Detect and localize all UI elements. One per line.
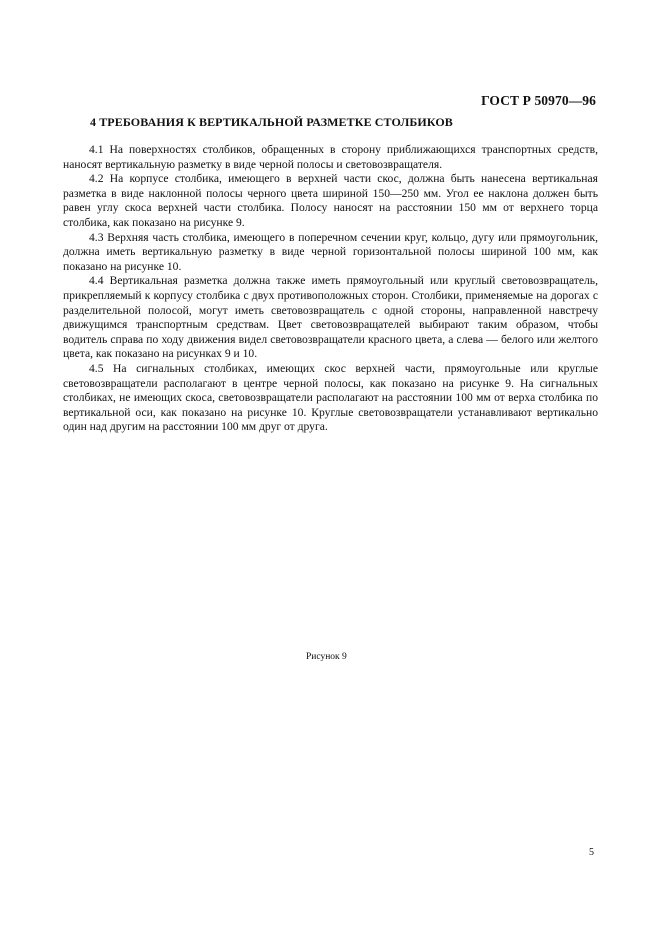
section-title: 4 ТРЕБОВАНИЯ К ВЕРТИКАЛЬНОЙ РАЗМЕТКЕ СТОЛБИКОВ xyxy=(90,115,453,129)
section-body xyxy=(63,143,598,435)
paragraph-4-4: 4.4 Вертикальная разметка должна также иметь прямоугольный или круглый световозвращатель, прикрепляемый к корпусу столбика с двух противоположных сторон. Столбики, применяемые на дорогах с разделительной полосой, могут иметь световозвращатель с одной стороны, направленной навстречу движущимся транспортным средствам. Цвет световозвращателей выбирают таким образом, чтобы водитель справа по ходу движения видел световозвращатели красного цвета, а слева — белого или желтого цвета, как показано на рисунках 9 и 10. xyxy=(63,274,598,361)
paragraph-4-1: 4.1 На поверхностях столбиков, обращенных в сторону приближающихся транспортных средств, наносят вертикальную разметку в виде черной полосы и световозвращателя. xyxy=(63,143,598,171)
paragraph-4-2: 4.2 На корпусе столбика, имеющего в верхней части скос, должна быть нанесена вертикальная разметка в виде наклонной полосы черного цвета шириной 150—250 мм. Угол ее наклона должен быть равен углу скоса верхней части столбика. Полосу наносят на расстоянии 150 мм от верхнего торца столбика, как показано на рисунке 9. xyxy=(63,172,598,229)
figure-caption: Рисунок 9 xyxy=(306,652,347,662)
paragraph-4-5: 4.5 На сигнальных столбиках, имеющих скос верхней части, прямоугольные или круглые световозвращатели располагают в центре черной полосы, как показано на рисунке 9. На сигнальных столбиках, не имеющих скоса, световозвращатели располагают на расстоянии 100 мм от верха столбика по вертикальной оси, как показано на рисунке 10. Круглые световозвращатели устанавливают вертикально один над другим на расстоянии 100 мм друг от друга. xyxy=(63,361,598,434)
paragraph-4-3: 4.3 Верхняя часть столбика, имеющего в поперечном сечении круг, кольцо, дугу или прямоугольник, должна иметь вертикальную разметку в виде черной горизонтальной полосы шириной 100 мм, как показано на рисунке 10. xyxy=(63,230,598,273)
page-number: 5 xyxy=(589,847,594,858)
standard-code: ГОСТ Р 50970—96 xyxy=(481,93,596,108)
